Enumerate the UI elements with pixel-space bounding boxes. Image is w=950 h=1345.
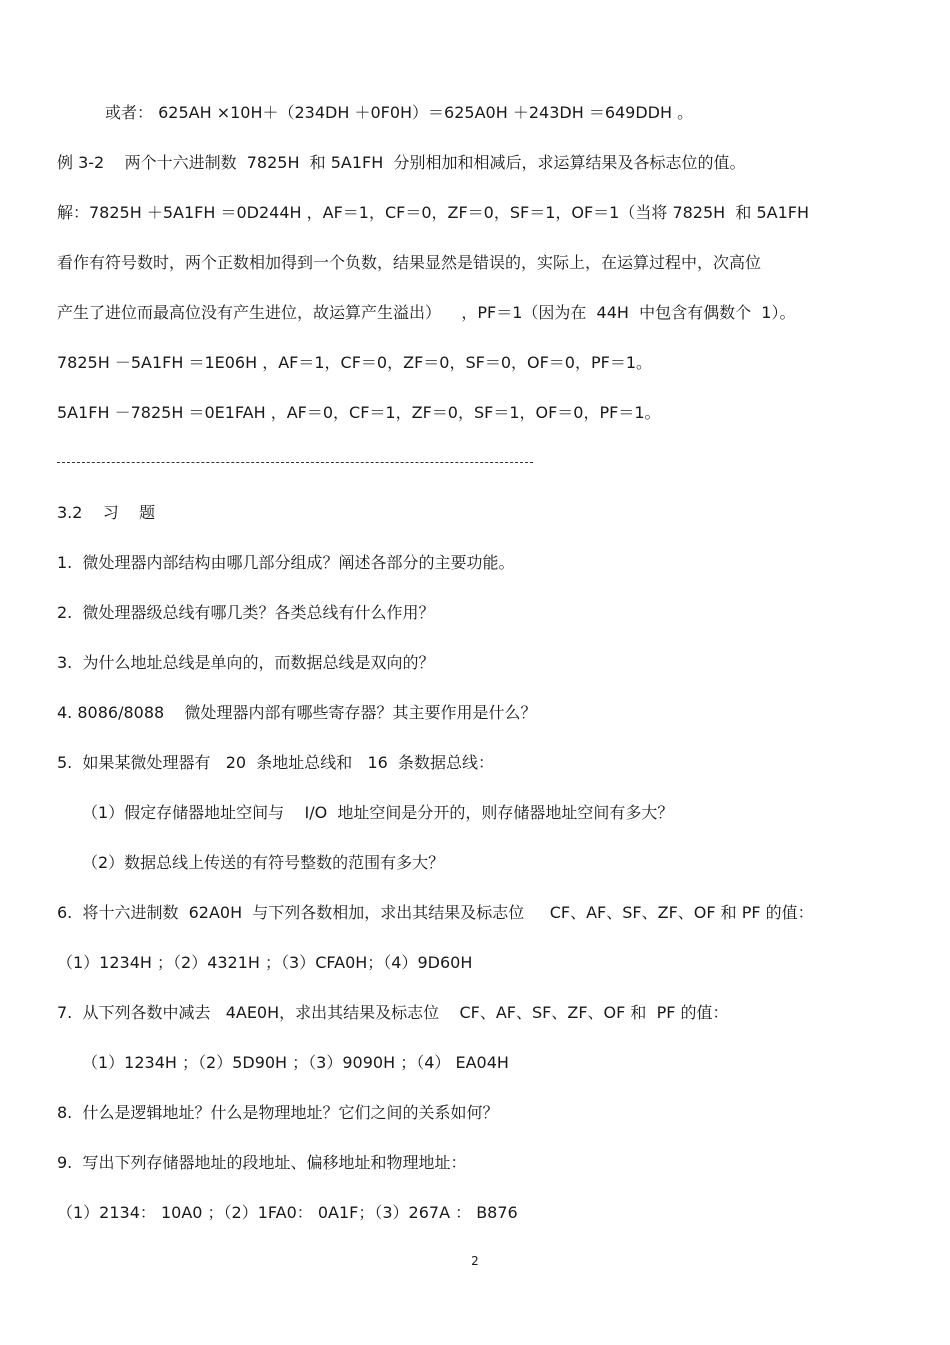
- line-example-3-2: 例 3-2 两个十六进制数 7825H 和 5A1FH 分别相加和相减后，求运算结果及各标志位的值。: [57, 153, 746, 172]
- line-subtract-1: 7825H －5A1FH ＝1E06H ，AF＝1，CF＝0，ZF＝0，SF＝0，OF＝0，PF＝1。: [57, 353, 653, 372]
- section-heading: 3.2 习 题: [57, 503, 156, 522]
- line-solution-cont-1: 看作有符号数时，两个正数相加得到一个负数，结果显然是错误的，实际上，在运算过程中，次高位: [57, 253, 762, 272]
- exercise-1: 1. 微处理器内部结构由哪几部分组成？阐述各部分的主要功能。: [57, 553, 515, 572]
- line-solution-cont-2: 产生了进位而最高位没有产生进位，故运算产生溢出） ，PF＝1（因为在 44H 中包含有偶数个 1）。: [57, 303, 796, 322]
- section-separator: [57, 462, 533, 463]
- exercise-7-values: （1）1234H ；（2）5D90H ；（3）9090H ；（4） EA04H: [82, 1053, 509, 1072]
- exercise-6-values: （1）1234H ；（2）4321H ；（3）CFA0H；（4）9D60H: [57, 953, 473, 972]
- line-alternative-calc: 或者： 625AH ×10H＋（234DH ＋0F0H）＝625A0H ＋243DH ＝649DDH 。: [105, 103, 694, 122]
- exercise-5-part-2: （2）数据总线上传送的有符号整数的范围有多大？: [82, 853, 445, 872]
- exercise-6: 6. 将十六进制数 62A0H 与下列各数相加，求出其结果及标志位 CF、AF、SF、ZF、OF 和 PF 的值：: [57, 903, 814, 922]
- exercise-9-values: （1）2134： 10A0 ；（2）1FA0： 0A1F；（3）267A ： B876: [57, 1203, 518, 1222]
- exercise-5-part-1: （1）假定存储器地址空间与 I/O 地址空间是分开的，则存储器地址空间有多大？: [82, 803, 674, 822]
- exercise-4: 4. 8086/8088 微处理器内部有哪些寄存器？其主要作用是什么？: [57, 703, 537, 722]
- exercise-3: 3. 为什么地址总线是单向的，而数据总线是双向的？: [57, 653, 435, 672]
- line-solution-start: 解：7825H ＋5A1FH ＝0D244H ，AF＝1，CF＝0，ZF＝0，SF＝1，OF＝1（当将 7825H 和 5A1FH: [57, 203, 809, 222]
- exercise-7: 7. 从下列各数中减去 4AE0H，求出其结果及标志位 CF、AF、SF、ZF、OF 和 PF 的值：: [57, 1003, 729, 1022]
- exercise-9: 9. 写出下列存储器地址的段地址、偏移地址和物理地址：: [57, 1153, 467, 1172]
- exercise-5: 5. 如果某微处理器有 20 条地址总线和 16 条数据总线：: [57, 753, 495, 772]
- exercise-8: 8. 什么是逻辑地址？什么是物理地址？它们之间的关系如何？: [57, 1103, 499, 1122]
- page-number: 2: [471, 1254, 479, 1268]
- line-subtract-2: 5A1FH －7825H ＝0E1FAH ，AF＝0，CF＝1，ZF＝0，SF＝1，OF＝0，PF＝1。: [57, 403, 661, 422]
- exercise-2: 2. 微处理器级总线有哪几类？各类总线有什么作用？: [57, 603, 435, 622]
